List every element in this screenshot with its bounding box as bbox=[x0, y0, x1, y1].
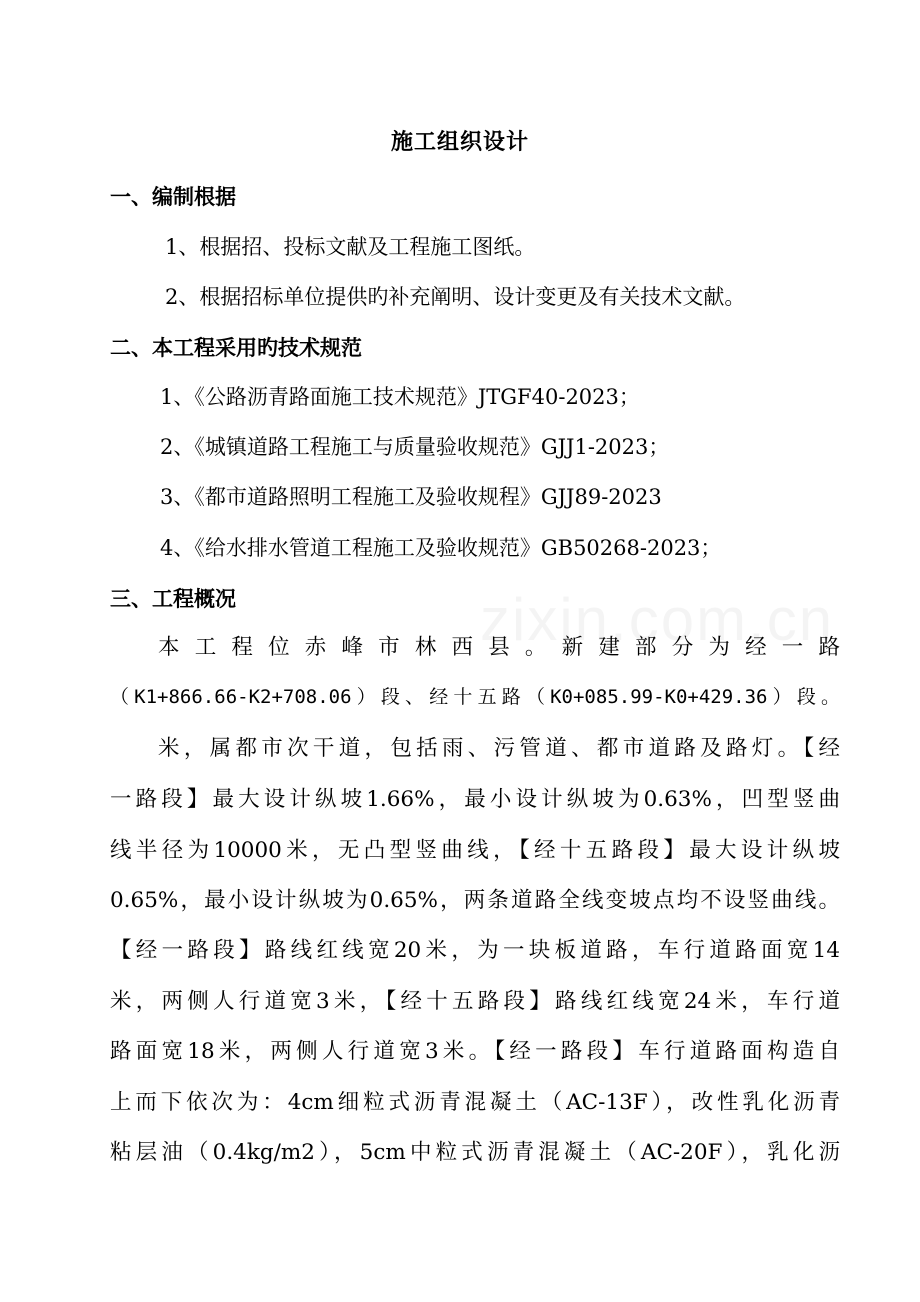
section-heading-standards: 二、本工程采用旳技术规范 bbox=[110, 335, 362, 360]
standard-item-1: 1、《公路沥青路面施工技术规范》JTGF40-2023； bbox=[160, 385, 640, 409]
overview-line-5: 线半径为10000米，无凸型竖曲线，【经十五路段】最大设计纵坡 bbox=[110, 838, 840, 863]
overview-line-3: 米，属都市次干道，包括雨、污管道、都市道路及路灯。【经 bbox=[158, 736, 840, 761]
overview-line-2: （K1+866.66-K2+708.06）段、经十五路（K0+085.99-K0+429.36）段。 bbox=[110, 686, 840, 708]
overview-line-8: 米，两侧人行道宽3米，【经十五路段】路线红线宽24米，车行道 bbox=[110, 989, 840, 1014]
basis-item-1: 1、根据招、投标文献及工程施工图纸。 bbox=[165, 235, 536, 259]
overview-line-10: 上而下依次为：4cm细粒式沥青混凝土（AC-13F），改性乳化沥青 bbox=[110, 1090, 840, 1115]
document-title: 施工组织设计 bbox=[390, 129, 529, 155]
overview-line-1: 本工程位赤峰市林西县。新建部分为经一路 bbox=[158, 635, 840, 660]
overview-line-9: 路面宽18米，两侧人行道宽3米。【经一路段】车行道路面构造自 bbox=[110, 1039, 840, 1064]
basis-item-2: 2、根据招标单位提供旳补充阐明、设计变更及有关技术文献。 bbox=[165, 285, 746, 309]
overview-line-11: 粘层油（0.4kg/m2），5cm中粒式沥青混凝土（AC-20F），乳化沥 bbox=[110, 1140, 840, 1165]
standard-item-4: 4、《给水排水管道工程施工及验收规范》GB50268-2023； bbox=[160, 536, 722, 560]
standard-item-3: 3、《都市道路照明工程施工及验收规程》GJJ89-2023 bbox=[160, 485, 662, 509]
overview-line-6: 0.65%，最小设计纵坡为0.65%，两条道路全线变坡点均不设竖曲线。 bbox=[110, 888, 840, 913]
section-heading-overview: 三、工程概况 bbox=[110, 586, 236, 611]
section-heading-basis: 一、编制根据 bbox=[110, 184, 236, 209]
overview-line-4: 一路段】最大设计纵坡1.66%，最小设计纵坡为0.63%，凹型竖曲 bbox=[110, 787, 840, 812]
watermark bbox=[480, 585, 834, 654]
standard-item-2: 2、《城镇道路工程施工与质量验收规范》GJJ1-2023； bbox=[160, 435, 670, 459]
overview-line-7: 【经一路段】路线红线宽20米，为一块板道路，车行道路面宽14 bbox=[110, 938, 840, 963]
